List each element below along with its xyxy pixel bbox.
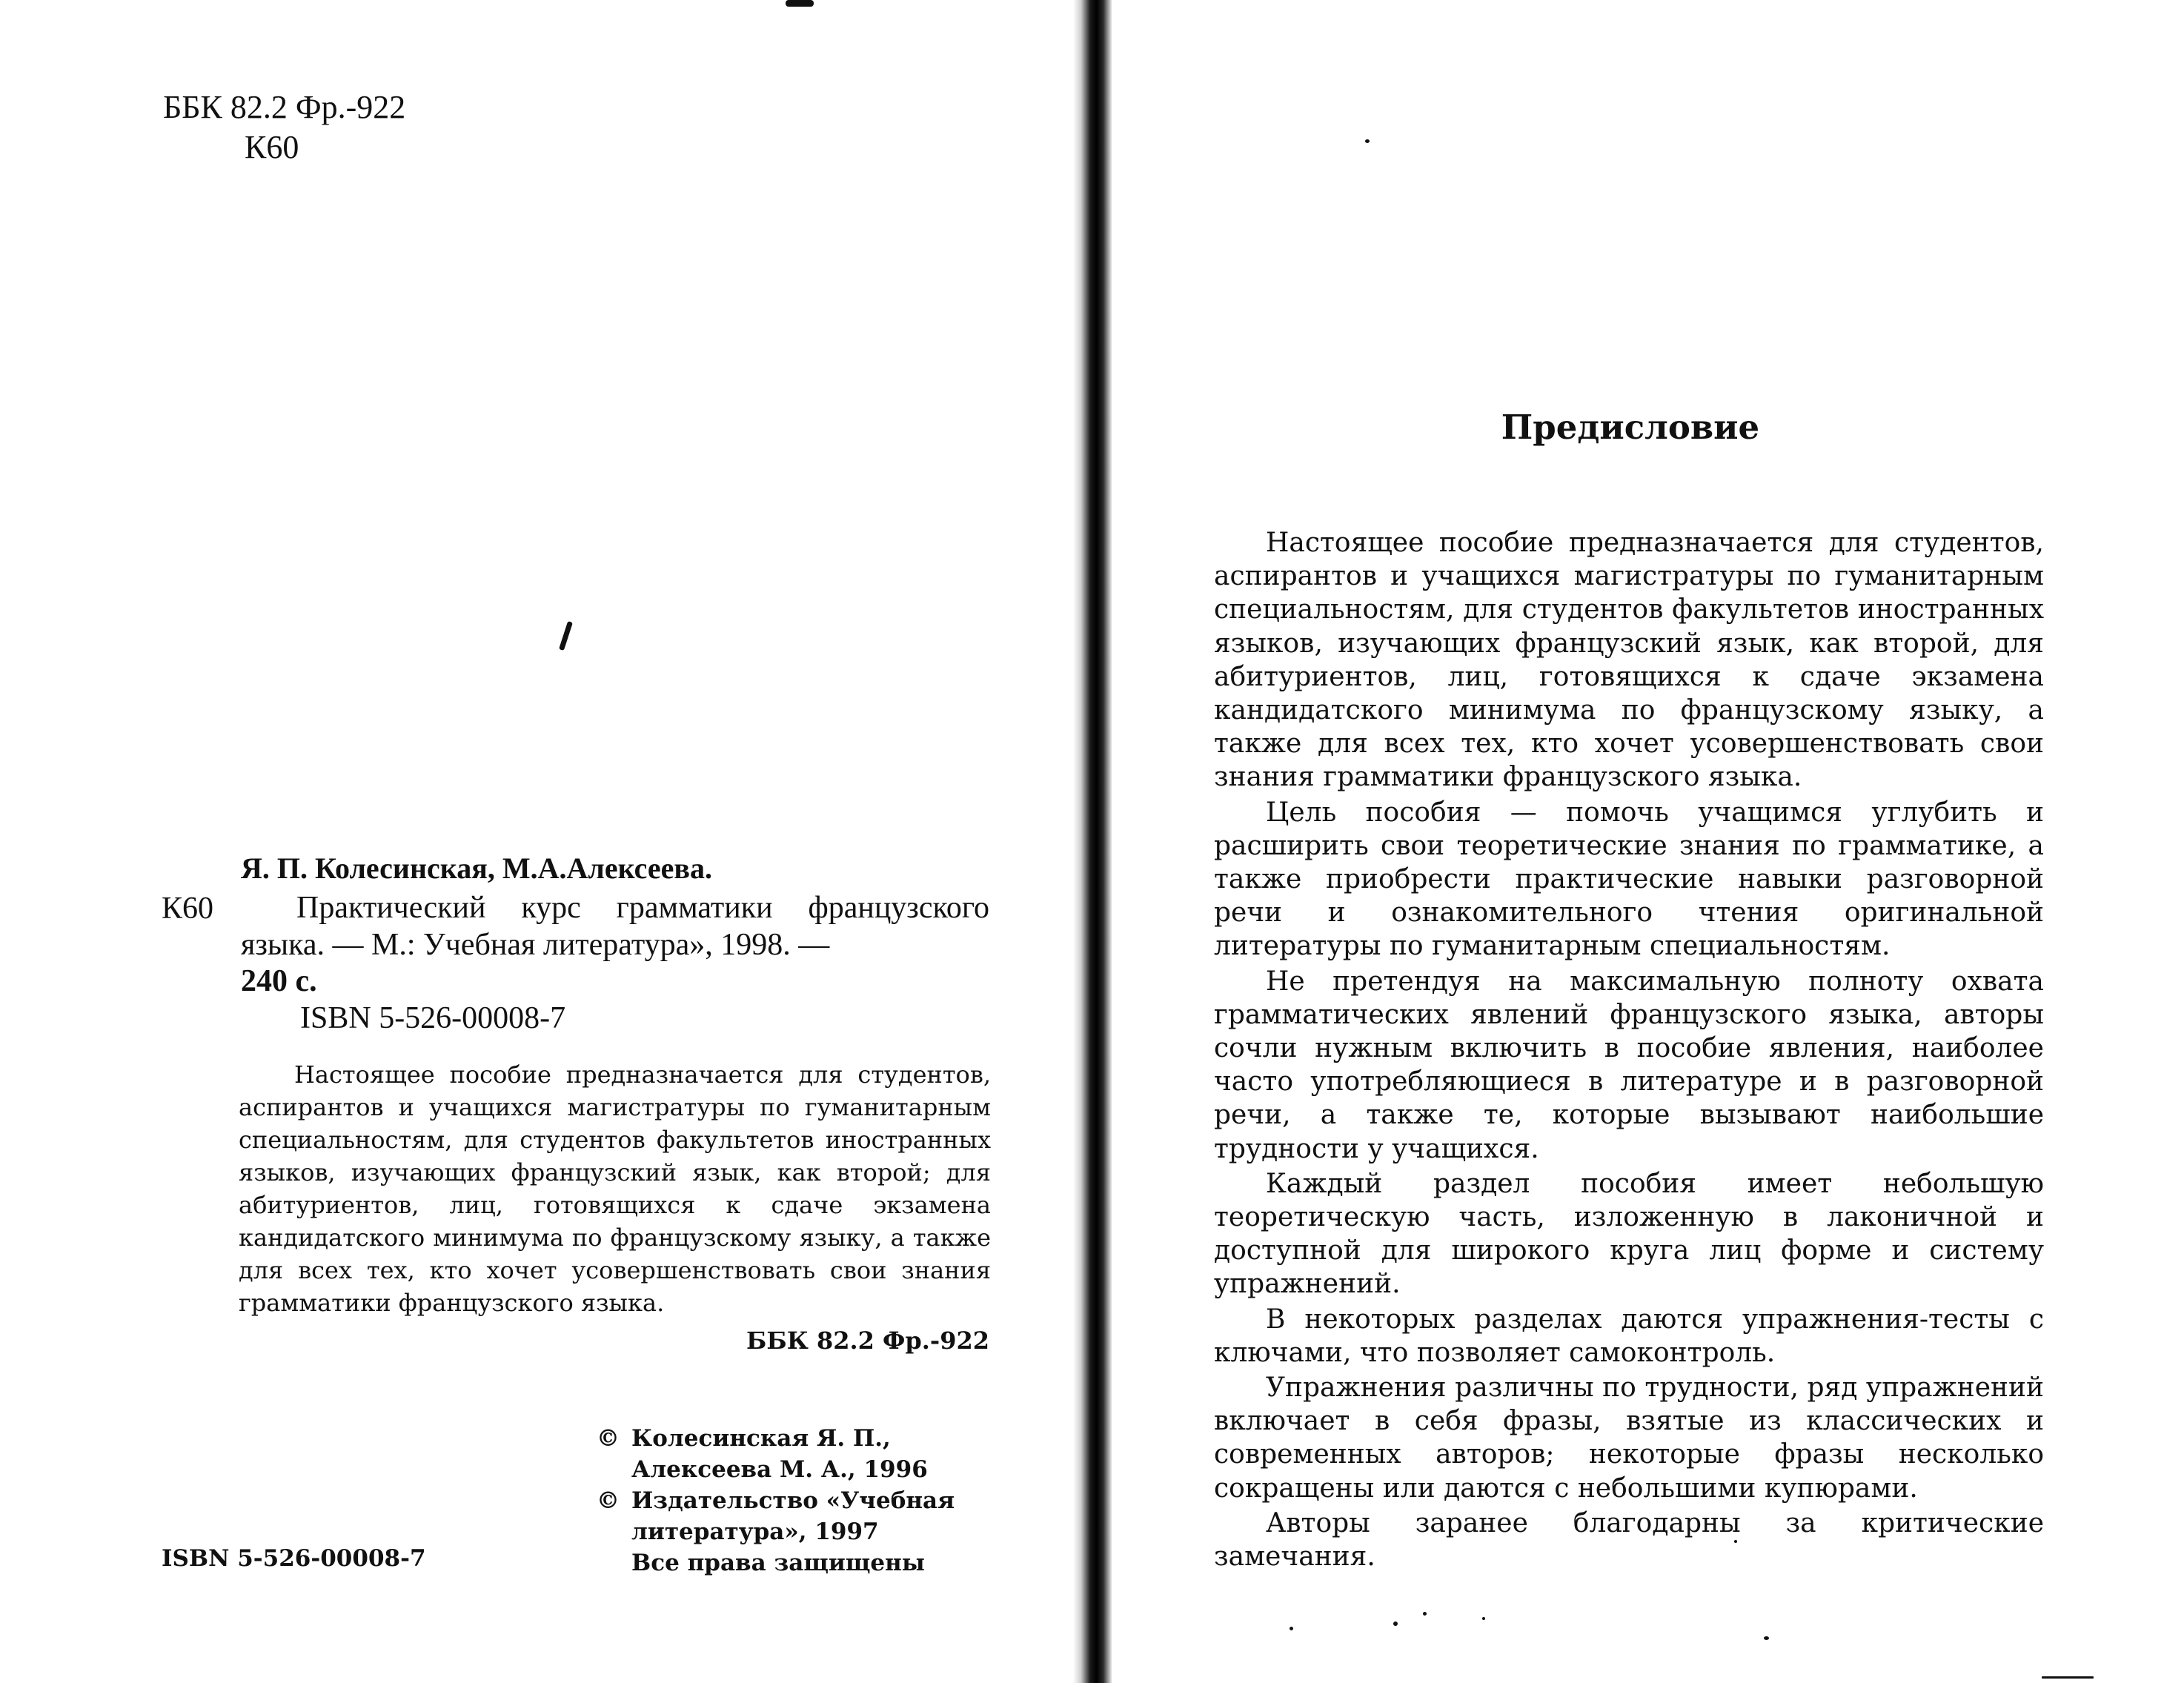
scan-speck [1482, 1617, 1485, 1620]
book-title-imprint: Практический курс грамматики французского языка. — М.: Учебная литература», 1998. — [241, 891, 989, 962]
copyright-block [597, 1423, 955, 1579]
bbk-code: ББК 82.2 Фр.-922 [163, 89, 406, 125]
isbn-bottom: ISBN 5-526-00008-7 [162, 1545, 426, 1572]
isbn-catalog: ISBN 5-526-00008-7 [300, 1001, 566, 1035]
copyright-line: Алексеева М. А., 1996 [631, 1456, 928, 1483]
preface-paragraph: Цель пособия — помочь учащимся углубить и расширить свои теоретические знания по грамматике, а также приобрести практические навыки разговорной речи и ознакомительного чтения оригинальной литературы по гуманитарным специальностям. [1214, 797, 2044, 962]
annotation: Настоящее пособие предназначается для студентов, аспирантов и учащихся магистратуры по гуманитарным специальностям, для студентов факультетов иностранных языков, изучающих французский язык, как второй; для абитуриентов, лиц, готовящихся к сдаче экзамена кандидатского минимума по французскому языку, а также для всех тех, кто хочет усовершенствовать свои знания грамматики французского языка. [239, 1060, 991, 1317]
preface-title: Предисловие [1501, 408, 1760, 447]
preface-paragraph: Каждый раздел пособия имеет небольшую теоретическую часть, изложенную в лаконичной и доступной для широкого круга лиц форме и систему упражнений. [1214, 1168, 2044, 1300]
copyright-line: Колесинская Я. П., [631, 1425, 891, 1452]
scan-speck [1393, 1621, 1398, 1626]
preface-paragraph: Не претендуя на максимальную полноту охвата грамматических явлений французского языка, авторы сочли нужным включить в пособие явления, наиболее часто употребляющиеся в литературе и в разговорной речи, а также те, которые вызывают наибольшие трудности у учащихся. [1214, 966, 2044, 1164]
scan-speck [1764, 1636, 1769, 1640]
copyright-line: Все права защищены [631, 1550, 925, 1576]
preface-body [1214, 526, 2044, 1575]
scan-speck [786, 0, 814, 7]
book-spine [1073, 0, 1116, 1683]
copyright-line: литература», 1997 [631, 1518, 879, 1545]
scan-speck [1365, 139, 1370, 143]
scan-speck [559, 621, 573, 651]
scan-speck [2042, 1676, 2094, 1679]
bbk-classification [163, 87, 405, 167]
preface-paragraph: В некоторых разделах даются упражнения-тесты с ключами, что позволяет самоконтроль. [1214, 1304, 2044, 1368]
left-page [0, 0, 1082, 1683]
scan-speck [1423, 1612, 1427, 1616]
copyright-line: Издательство «Учебная [631, 1487, 955, 1514]
preface-paragraph: Настоящее пособие предназначается для студентов, аспирантов и учащихся магистратуры по гуманитарным специальностям, для студентов факультетов иностранных языков, изучающих французский язык, как второй, для абитуриентов, лиц, готовящихся к сдаче экзамена кандидатского минимума по французскому языку, а также для всех тех, кто хочет усовершенствовать свои знания грамматики французского языка. [1214, 528, 2044, 793]
copyright-icon: © [597, 1425, 620, 1452]
preface-paragraph: Авторы заранее благодарны за критические замечания. [1214, 1507, 2044, 1573]
copyright-icon: © [597, 1487, 620, 1514]
scan-speck [1290, 1627, 1293, 1630]
page-count: 240 с. [241, 964, 317, 998]
side-author-sign: К60 [162, 892, 214, 926]
authors: Я. П. Колесинская, М.А.Алексеева. [241, 852, 712, 885]
bbk-code-bottom: ББК 82.2 Фр.-922 [746, 1327, 989, 1355]
preface-paragraph: Упражнения различны по трудности, ряд упражнений включает в себя фразы, взятые из классических и современных авторов; некоторые фразы несколько сокращены или даются с небольшими купюрами. [1214, 1372, 2044, 1504]
author-sign: К60 [245, 129, 299, 165]
